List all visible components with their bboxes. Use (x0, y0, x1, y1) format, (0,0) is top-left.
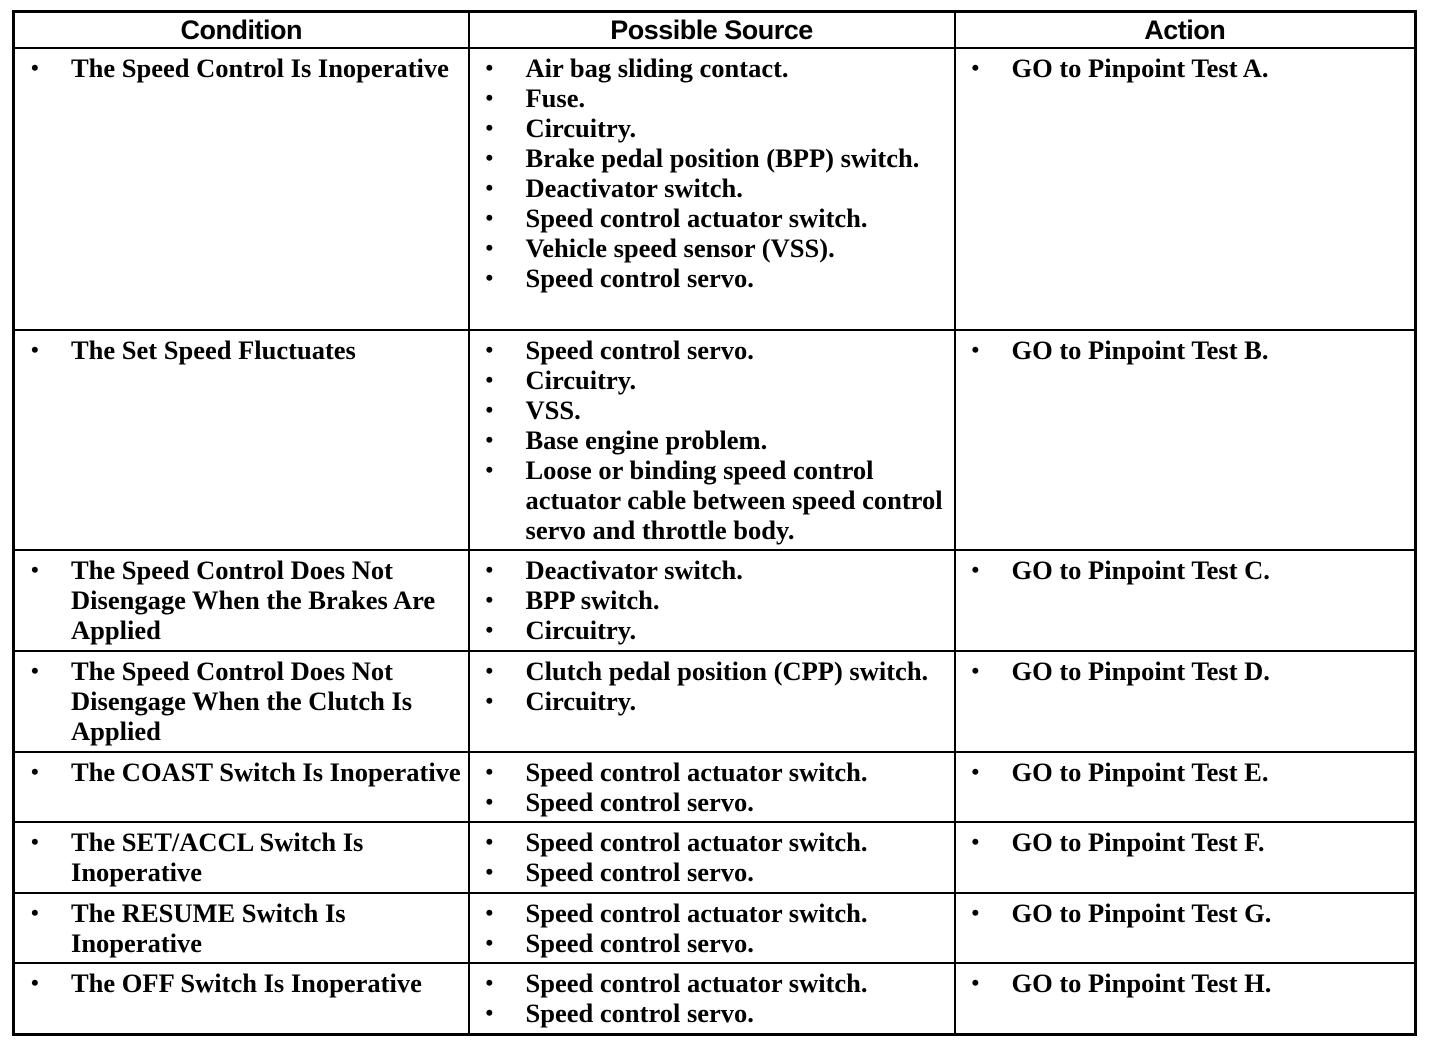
action-text: • GO to Pinpoint Test B. (956, 335, 1415, 365)
table-row (14, 48, 1416, 330)
condition-text: • The RESUME Switch Is Inoperative (15, 898, 468, 958)
source-item: • Speed control actuator switch. (470, 203, 954, 233)
condition-cell (14, 48, 469, 330)
action-text: • GO to Pinpoint Test E. (956, 757, 1415, 787)
source-item: • Deactivator switch. (470, 555, 954, 585)
diagnosis-table-container (12, 10, 1414, 1032)
action-text: • GO to Pinpoint Test F. (956, 827, 1415, 857)
table-row (14, 822, 1416, 893)
condition-cell (14, 651, 469, 752)
condition-text: • The OFF Switch Is Inoperative (15, 968, 468, 998)
condition-text: • The Speed Control Is Inoperative (15, 53, 468, 83)
possible-source-cell (469, 963, 955, 1034)
action-cell (955, 963, 1416, 1034)
possible-source-cell (469, 752, 955, 822)
source-item: • Clutch pedal position (CPP) switch. (470, 656, 954, 686)
possible-source-cell (469, 822, 955, 893)
condition-column-header: Condition (14, 12, 469, 49)
source-item: • Circuitry. (470, 113, 954, 143)
possible-source-cell (469, 550, 955, 651)
condition-cell (14, 550, 469, 651)
table-row (14, 752, 1416, 822)
possible-source-cell (469, 893, 955, 963)
source-item: • Air bag sliding contact. (470, 53, 954, 83)
source-item: • Circuitry. (470, 365, 954, 395)
action-column-header: Action (955, 12, 1416, 49)
source-item: • Loose or binding speed control actuator cable between speed control servo and throttle body. (470, 455, 954, 545)
source-item: • Circuitry. (470, 686, 954, 716)
possible-source-cell (469, 330, 955, 550)
possible-source-cell (469, 651, 955, 752)
table-row (14, 550, 1416, 651)
source-item: • BPP switch. (470, 585, 954, 615)
source-item: • VSS. (470, 395, 954, 425)
source-item: • Vehicle speed sensor (VSS). (470, 233, 954, 263)
condition-text: • The Speed Control Does Not Disengage When the Brakes Are Applied (15, 555, 468, 645)
source-item: • Speed control actuator switch. (470, 827, 954, 857)
source-item: • Speed control servo. (470, 998, 954, 1028)
action-cell (955, 550, 1416, 651)
condition-text: • The COAST Switch Is Inoperative (15, 757, 468, 787)
action-text: • GO to Pinpoint Test G. (956, 898, 1415, 928)
source-item: • Circuitry. (470, 615, 954, 645)
source-item: • Speed control actuator switch. (470, 757, 954, 787)
possible-source-cell (469, 48, 955, 330)
condition-cell (14, 963, 469, 1034)
action-cell (955, 822, 1416, 893)
action-text: • GO to Pinpoint Test H. (956, 968, 1415, 998)
action-text: • GO to Pinpoint Test C. (956, 555, 1415, 585)
source-item: • Speed control servo. (470, 335, 954, 365)
symptom-chart-table (12, 10, 1417, 1036)
action-cell (955, 330, 1416, 550)
condition-cell (14, 330, 469, 550)
condition-cell (14, 752, 469, 822)
source-item: • Fuse. (470, 83, 954, 113)
source-item: • Speed control servo. (470, 263, 954, 293)
source-item: • Base engine problem. (470, 425, 954, 455)
condition-text: • The SET/ACCL Switch Is Inoperative (15, 827, 468, 887)
action-text: • GO to Pinpoint Test D. (956, 656, 1415, 686)
condition-text: • The Set Speed Fluctuates (15, 335, 468, 365)
action-text: • GO to Pinpoint Test A. (956, 53, 1415, 83)
action-cell (955, 651, 1416, 752)
source-item: • Speed control servo. (470, 928, 954, 958)
condition-cell (14, 822, 469, 893)
table-row (14, 651, 1416, 752)
action-cell (955, 48, 1416, 330)
condition-cell (14, 893, 469, 963)
table-row (14, 330, 1416, 550)
action-cell (955, 893, 1416, 963)
source-item: • Speed control actuator switch. (470, 968, 954, 998)
source-item: • Speed control actuator switch. (470, 898, 954, 928)
possible-source-column-header: Possible Source (469, 12, 955, 49)
source-item: • Speed control servo. (470, 787, 954, 817)
action-cell (955, 752, 1416, 822)
table-header-row (14, 12, 1416, 49)
condition-text: • The Speed Control Does Not Disengage When the Clutch Is Applied (15, 656, 468, 746)
table-row (14, 963, 1416, 1034)
table-row (14, 893, 1416, 963)
source-item: • Speed control servo. (470, 857, 954, 887)
source-item: • Brake pedal position (BPP) switch. (470, 143, 954, 173)
source-item: • Deactivator switch. (470, 173, 954, 203)
